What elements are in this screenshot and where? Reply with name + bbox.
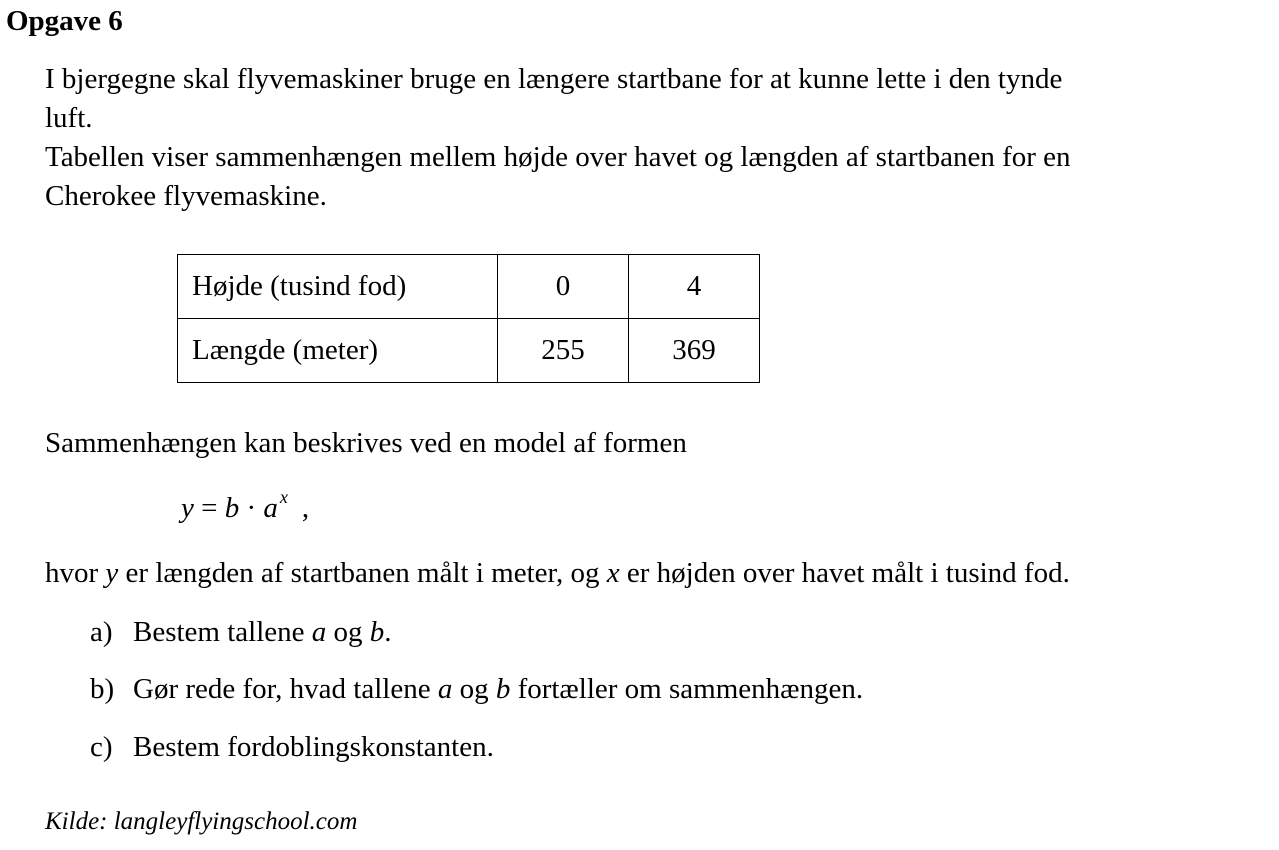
formula-equals: = <box>193 492 225 524</box>
task-a-text-2: og <box>326 616 370 648</box>
task-b-var-b: b <box>495 673 511 705</box>
intro-line-1: I bjergegne skal flyvemaskiner bruge en længere startbane for at kunne lette i den tynde <box>45 63 1063 95</box>
model-formula <box>181 487 310 525</box>
task-b-text-2: og <box>452 673 496 705</box>
row-label-length: Længde (meter) <box>178 319 498 383</box>
table-row-length <box>178 319 760 383</box>
task-a-text-3: . <box>384 616 392 648</box>
formula-b: b <box>224 492 240 524</box>
task-b <box>90 673 863 706</box>
intro-line-3: Tabellen viser sammenhængen mellem højde over havet og længden af startbanen for en <box>45 141 1071 173</box>
formula-exponent: x <box>279 487 288 507</box>
formula-a: a <box>263 492 278 524</box>
variable-explanation <box>45 557 1070 590</box>
model-intro: Sammenhængen kan beskrives ved en model af formen <box>45 427 687 459</box>
exercise-heading: Opgave 6 <box>6 5 123 37</box>
cell-height-2: 4 <box>629 255 760 319</box>
intro-line-2: luft. <box>45 102 93 134</box>
source-citation: Kilde: langleyflyingschool.com <box>45 808 358 835</box>
task-a-text-1: Bestem tallene <box>133 616 312 648</box>
task-b-text-1: Gør rede for, hvad tallene <box>133 673 438 705</box>
explanation-text-1: hvor <box>45 557 106 589</box>
task-a-letter: a) <box>90 616 113 648</box>
row-label-height: Højde (tusind fod) <box>178 255 498 319</box>
task-b-letter: b) <box>90 673 115 705</box>
task-c <box>90 731 494 764</box>
cell-height-1: 0 <box>498 255 629 319</box>
explanation-text-3: er højden over havet målt i tusind fod. <box>619 557 1070 589</box>
cell-length-1: 255 <box>498 319 629 383</box>
data-table <box>177 254 760 383</box>
table-row-height <box>178 255 760 319</box>
task-a-var-a: a <box>311 616 327 648</box>
cell-length-2: 369 <box>629 319 760 383</box>
task-c-text-1: Bestem fordoblingskonstanten. <box>133 731 494 763</box>
formula-dot: · <box>239 492 264 524</box>
formula-comma: , <box>301 492 310 524</box>
task-b-text-3: fortæller om sammenhængen. <box>510 673 864 705</box>
task-a <box>90 616 392 649</box>
explanation-var-y: y <box>105 557 119 589</box>
explanation-text-2: er længden af startbanen målt i meter, og <box>118 557 607 589</box>
task-b-var-a: a <box>437 673 453 705</box>
task-c-letter: c) <box>90 731 113 763</box>
intro-line-4: Cherokee flyvemaskine. <box>45 180 327 212</box>
explanation-var-x: x <box>606 557 620 589</box>
task-a-var-b: b <box>369 616 385 648</box>
formula-y: y <box>181 492 194 524</box>
